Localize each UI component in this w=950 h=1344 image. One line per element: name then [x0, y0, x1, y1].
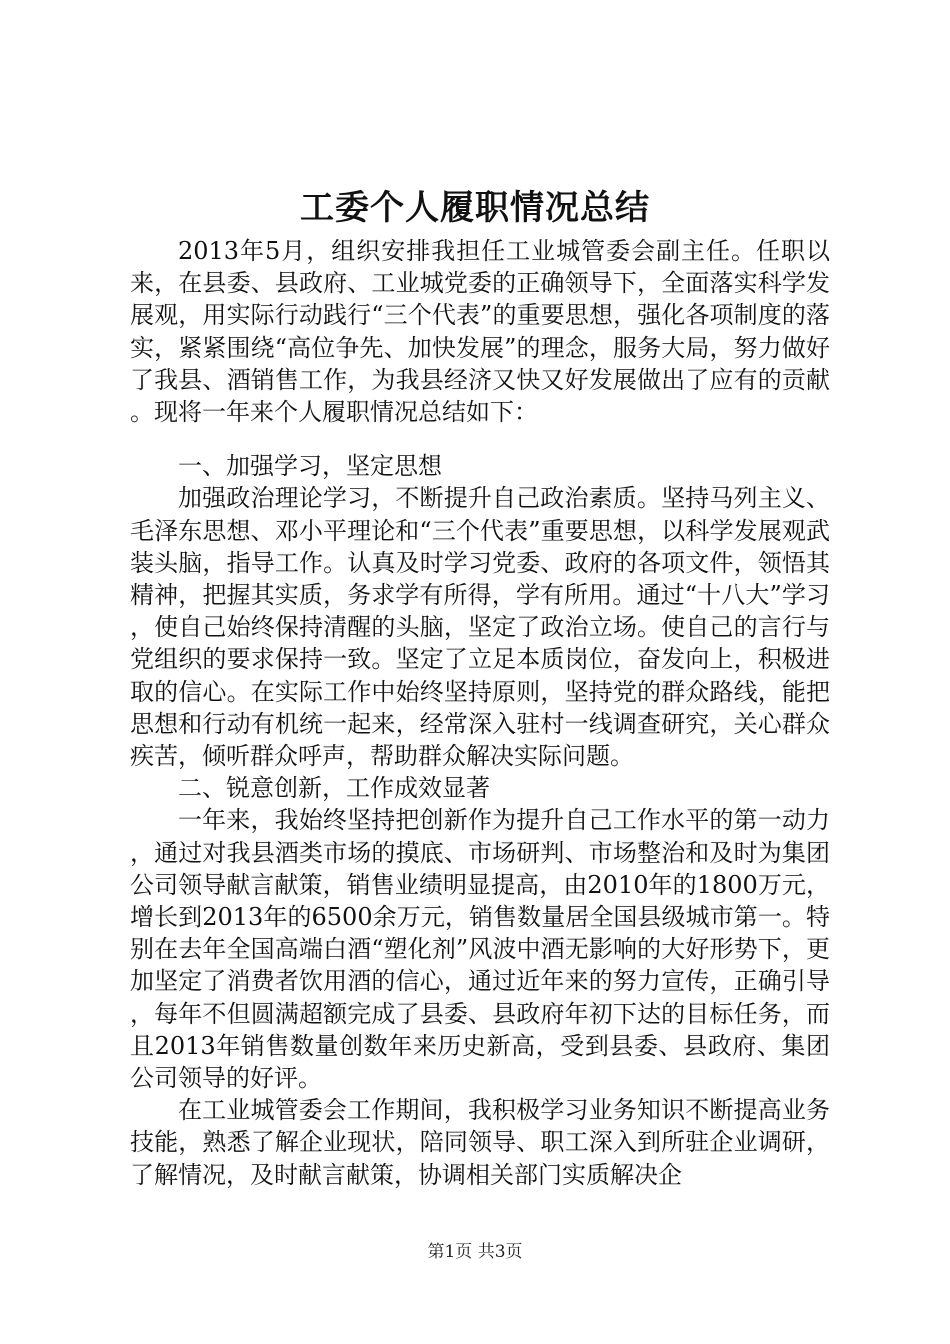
document-title: 工委个人履职情况总结	[300, 188, 650, 228]
section-2-paragraph-b: 在工业城管委会工作期间，我积极学习业务知识不断提高业务技能，熟悉了解企业现状，陪同领导、职工深入到所驻企业调研，了解情况，及时献言献策，协调相关部门实质解决企	[130, 1096, 830, 1189]
section-1-paragraph: 加强政治理论学习，不断提升自己政治素质。坚持马列主义、毛泽东思想、邓小平理论和“三个代表”重要思想，以科学发展观武装头脑，指导工作。认真及时学习党委、政府的各项文件，领悟其精神，把握其实质，务求学有所得，学有所用。通过“十八大”学习，使自己始终保持清醒的头脑，坚定了政治立场。使自己的言行与党组织的要求保持一致。坚定了立足本质岗位，奋发向上，积极进取的信心。在实际工作中始终坚持原则，坚持党的群众路线，能把思想和行动有机统一起来，经常深入驻村一线调查研究，关心群众疾苦，倾听群众呼声，帮助群众解决实际问题。	[130, 484, 830, 771]
intro-paragraph: 2013年5月，组织安排我担任工业城管委会副主任。任职以来，在县委、县政府、工业城党委的正确领导下，全面落实科学发展观，用实际行动践行“三个代表”的重要思想，强化各项制度的落实，紧紧围绕“高位争先、加快发展”的理念，服务大局，努力做好了我县、酒销售工作，为我县经济又快又好发展做出了应有的贡献。现将一年来个人履职情况总结如下：	[130, 237, 830, 427]
section-heading-1: 一、加强学习，坚定思想	[178, 452, 442, 481]
paragraph-spacer	[130, 428, 830, 450]
section-2-paragraph-a: 一年来，我始终坚持把创新作为提升自己工作水平的第一动力，通过对我县酒类市场的摸底、市场研判、市场整治和及时为集团公司领导献言献策，销售业绩明显提高，由2010年的1800万元，增长到2013年的6500余万元，销售数量居全国县级城市第一。特别在去年全国高端白酒“塑化剂”风波中酒无影响的大好形势下，更加坚定了消费者饮用酒的信心，通过近年来的努力宣传，正确引导，每年不但圆满超额完成了县委、县政府年初下达的目标任务，而且2013年销售数量创数年来历史新高，受到县委、县政府、集团公司领导的好评。	[130, 806, 830, 1093]
page-number-footer: 第1页 共3页	[427, 1242, 523, 1262]
section-heading-2: 二、锐意创新，工作成效显著	[178, 774, 490, 803]
document-body	[130, 235, 830, 1191]
